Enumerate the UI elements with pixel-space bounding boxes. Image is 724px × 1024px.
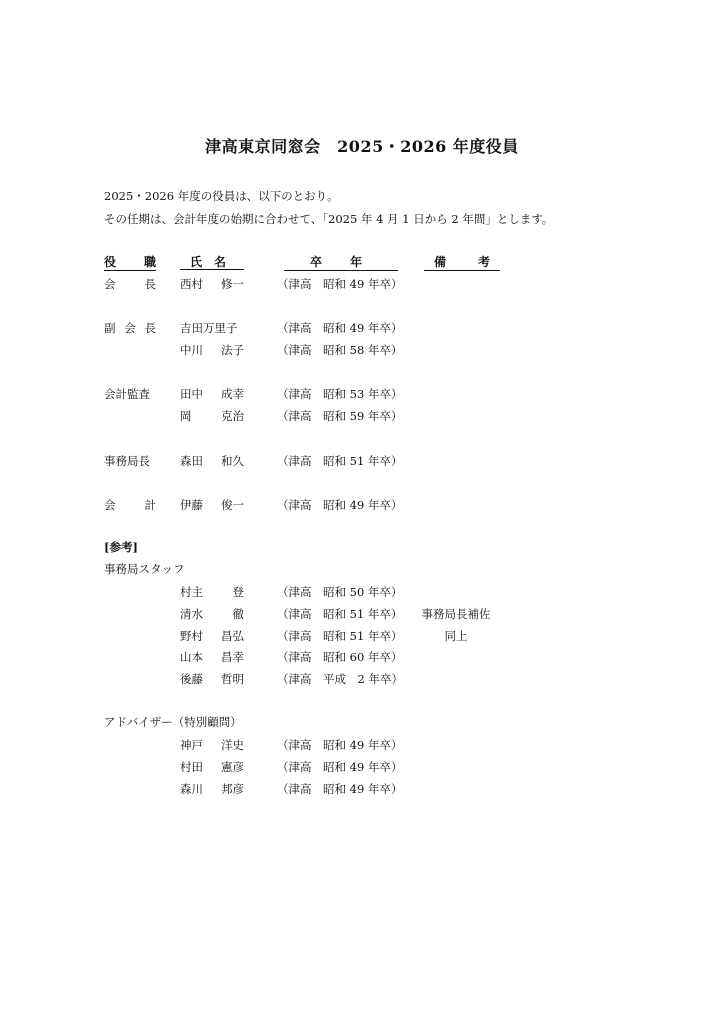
name-given: 和久 [221, 454, 244, 468]
name-family: 森川 [180, 782, 203, 796]
name-given: 邦彦 [221, 782, 244, 796]
advisor-row [0, 759, 724, 775]
header-graduation-char: 卒 [310, 255, 323, 269]
graduation: （津高 平成 2 年卒） [277, 672, 403, 686]
name-family: 神戸 [180, 738, 203, 752]
graduation: （津高 昭和 49 年卒） [277, 782, 403, 796]
role-text: 会計監査 [104, 387, 150, 401]
advisor-row [0, 781, 724, 797]
staff-row [0, 649, 724, 665]
graduation: （津高 昭和 50 年卒） [277, 585, 403, 599]
advisor-row [0, 737, 724, 753]
header-name [180, 256, 244, 270]
graduation: （津高 昭和 51 年卒） [277, 607, 403, 621]
name-given: 昌弘 [221, 629, 244, 643]
header-graduation-char: 年 [349, 255, 362, 269]
role-char: 長 [144, 277, 156, 291]
intro-line-2: その任期は、会計年度の始期に合わせて、「2025 年 4 月 1 日から 2 年間」とします。 [104, 212, 554, 226]
note: 同上 [444, 629, 468, 643]
header-name-char: 氏 [190, 255, 203, 269]
name-family: 清水 [180, 607, 203, 621]
role-char: 会 [104, 277, 116, 291]
reference-heading: [参考] [104, 540, 138, 554]
role-char: 副 [104, 321, 116, 335]
header-role-char: 役 [104, 255, 117, 269]
staff-row [0, 671, 724, 687]
officer-row [0, 342, 724, 358]
page-title: 津高東京同窓会 2025・2026 年度役員 [205, 137, 519, 156]
graduation: （津高 昭和 59 年卒） [277, 409, 403, 423]
name-family: 山本 [180, 650, 203, 664]
name-given: 俊一 [221, 498, 244, 512]
role-char: 計 [144, 498, 156, 512]
header-note-char: 考 [477, 255, 490, 269]
graduation: （津高 昭和 49 年卒） [277, 738, 403, 752]
name-given: 法子 [221, 343, 244, 357]
graduation: （津高 昭和 49 年卒） [277, 498, 403, 512]
officer-row [0, 408, 724, 424]
header-graduation [284, 256, 398, 271]
name-family: 中川 [180, 343, 203, 357]
name-given: 成幸 [221, 387, 244, 401]
header-name-char: 名 [213, 255, 226, 269]
name-given: 徹 [232, 607, 244, 621]
graduation: （津高 昭和 51 年卒） [277, 629, 403, 643]
graduation: （津高 昭和 49 年卒） [277, 760, 403, 774]
officer-row [0, 453, 724, 469]
graduation: （津高 昭和 58 年卒） [277, 343, 403, 357]
header-role [104, 256, 156, 271]
name-given: 洋史 [221, 738, 244, 752]
intro-line-1: 2025・2026 年度の役員は、以下のとおり。 [104, 189, 339, 203]
role-text: 事務局長 [104, 454, 150, 468]
name-family: 村田 [180, 760, 203, 774]
staff-row [0, 584, 724, 600]
name-family: 後藤 [180, 672, 203, 686]
graduation: （津高 昭和 60 年卒） [277, 650, 403, 664]
advisor-heading: アドバイザー（特別顧問） [104, 715, 242, 729]
note: 事務局長補佐 [421, 607, 491, 621]
graduation: （津高 昭和 49 年卒） [277, 277, 403, 291]
name-family: 野村 [180, 629, 203, 643]
name-given: 昌幸 [221, 650, 244, 664]
name-family: 西村 [180, 277, 203, 291]
graduation: （津高 昭和 51 年卒） [277, 454, 403, 468]
name-given: 憲彦 [221, 760, 244, 774]
name-given: 登 [232, 585, 244, 599]
officer-row [0, 386, 724, 402]
name-full: 吉田万里子 [180, 321, 238, 335]
officer-row [0, 320, 724, 336]
header-role-char: 職 [143, 255, 156, 269]
graduation: （津高 昭和 53 年卒） [277, 387, 403, 401]
staff-row [0, 606, 724, 622]
name-family: 岡 [180, 409, 192, 423]
name-family: 村主 [180, 585, 203, 599]
header-note-char: 備 [434, 255, 447, 269]
header-note [424, 256, 500, 271]
staff-heading: 事務局スタッフ [104, 562, 185, 576]
role-char: 会 [124, 321, 136, 335]
officer-row [0, 276, 724, 292]
role-char: 会 [104, 498, 116, 512]
name-given: 修一 [221, 277, 244, 291]
role-char: 長 [144, 321, 156, 335]
name-given: 哲明 [221, 672, 244, 686]
staff-row [0, 628, 724, 644]
name-family: 田中 [180, 387, 203, 401]
name-given: 克治 [221, 409, 244, 423]
officer-row [0, 497, 724, 513]
graduation: （津高 昭和 49 年卒） [277, 321, 403, 335]
name-family: 森田 [180, 454, 203, 468]
name-family: 伊藤 [180, 498, 203, 512]
